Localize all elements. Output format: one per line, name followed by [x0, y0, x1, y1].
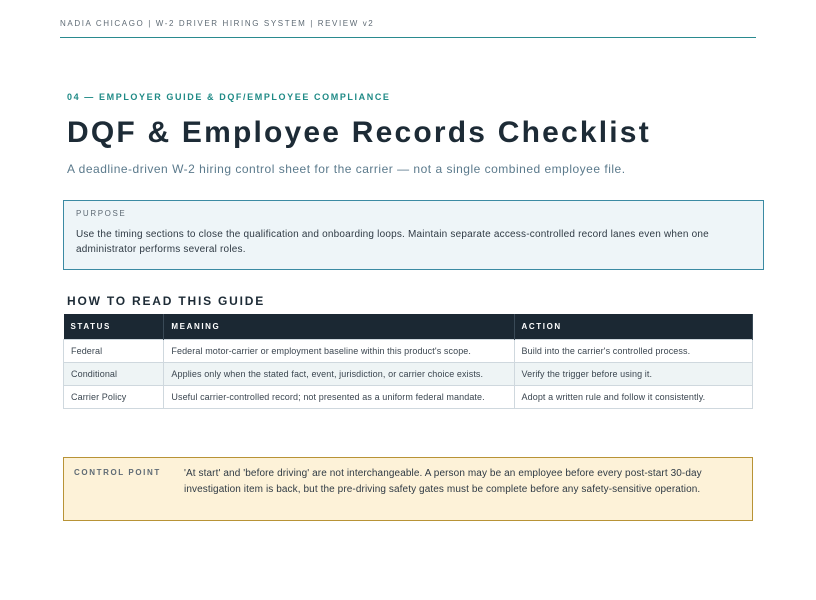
purpose-box — [63, 200, 764, 270]
table-header-row — [64, 314, 753, 340]
status-cell: Conditional — [64, 363, 164, 386]
meaning-cell: Useful carrier-controlled record; not presented as a uniform federal mandate. — [164, 386, 514, 409]
column-header-status: STATUS — [64, 314, 164, 340]
column-header-action: ACTION — [514, 314, 752, 340]
table-row — [64, 363, 753, 386]
control-point-text: 'At start' and 'before driving' are not interchangeable. A person may be an employee before every post-start 30-day investigation item is back, but the pre-driving safety gates must be complete before any safety-sensitive operation. — [184, 468, 702, 495]
meaning-cell: Applies only when the stated fact, event, jurisdiction, or carrier choice exists. — [164, 363, 514, 386]
action-cell: Verify the trigger before using it. — [514, 363, 752, 386]
table-row — [64, 386, 753, 409]
column-header-meaning: MEANING — [164, 314, 514, 340]
table-row — [64, 340, 753, 363]
purpose-label: PURPOSE — [76, 209, 127, 218]
meaning-cell: Federal motor-carrier or employment baseline within this product's scope. — [164, 340, 514, 363]
document-header: NADIA CHICAGO | W-2 DRIVER HIRING SYSTEM | REVIEW v2 — [60, 19, 756, 38]
status-cell: Carrier Policy — [64, 386, 164, 409]
action-cell: Build into the carrier's controlled process. — [514, 340, 752, 363]
status-guide-table — [63, 314, 753, 409]
control-point-label: CONTROL POINT — [74, 468, 161, 477]
action-cell: Adopt a written rule and follow it consistently. — [514, 386, 752, 409]
purpose-text: Use the timing sections to close the qualification and onboarding loops. Maintain separate access-controlled record lanes even when one administrator performs several roles. — [76, 229, 709, 255]
guide-heading: HOW TO READ THIS GUIDE — [67, 294, 266, 308]
status-cell: Federal — [64, 340, 164, 363]
control-point-callout — [63, 457, 753, 521]
page-subtitle: A deadline-driven W-2 hiring control sheet for the carrier — not a single combined employee file. — [67, 162, 626, 176]
section-eyebrow: 04 — EMPLOYER GUIDE & DQF/EMPLOYEE COMPLIANCE — [67, 92, 391, 102]
page-title: DQF & Employee Records Checklist — [67, 116, 651, 149]
